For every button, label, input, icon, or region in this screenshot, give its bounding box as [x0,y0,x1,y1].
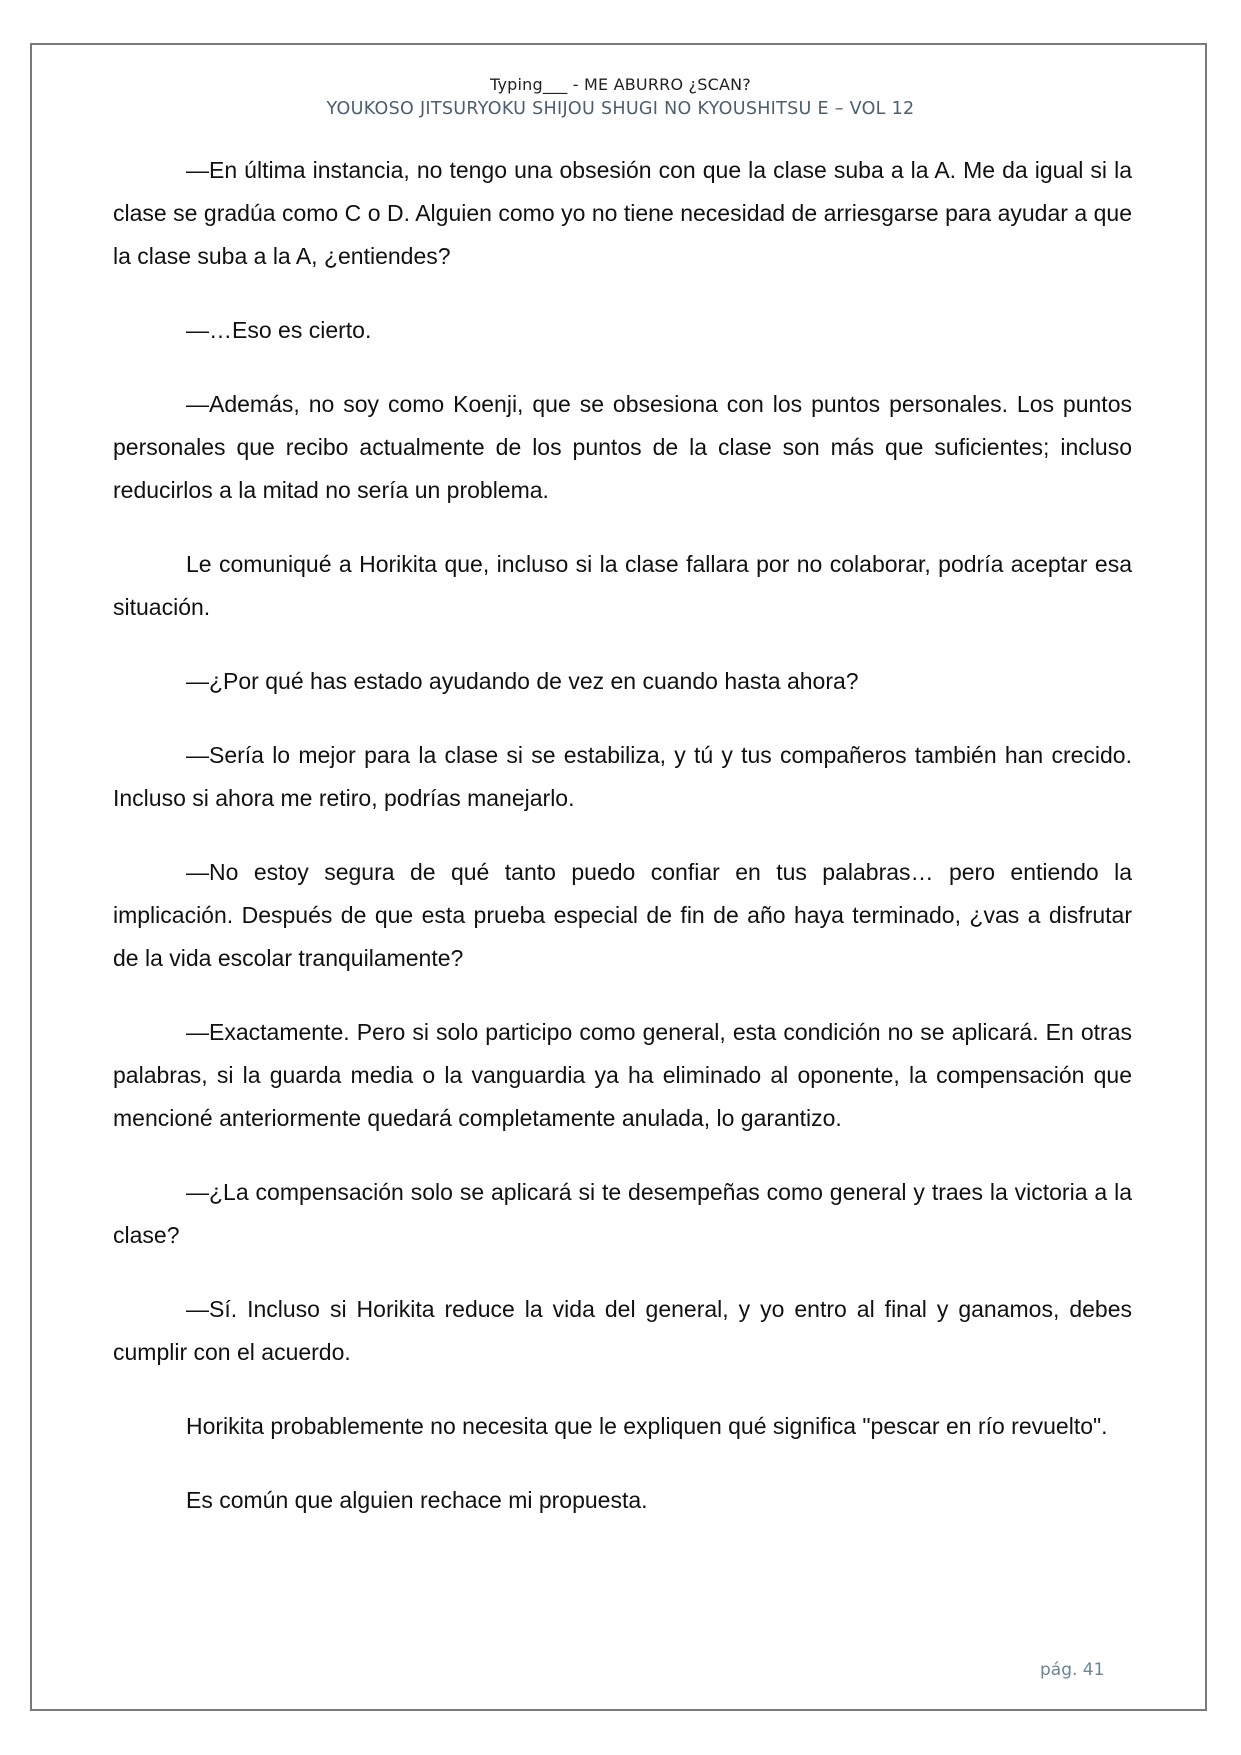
paragraph-12: Es común que alguien rechace mi propuesta. [186,1487,648,1513]
paragraph-1: —En última instancia, no tengo una obsesión con que la clase suba a la A. Me da igual si la clase se gradúa como C o D. Alguien como yo no tiene necesidad de arriesgarse para ayudar a que la clase suba a la A, ¿entiendes? [113,157,1132,269]
page-number: pág. 41 [1040,1660,1105,1680]
paragraph-11: Horikita probablemente no necesita que le expliquen qué significa "pescar en río revuelto". [186,1413,1108,1439]
paragraph-3: —Además, no soy como Koenji, que se obsesiona con los puntos personales. Los puntos personales que recibo actualmente de los puntos de la clase son más que suficientes; incluso reducirlos a la mitad no sería un problema. [113,391,1132,503]
paragraph-2: —…Eso es cierto. [186,317,372,343]
paragraph-5: —¿Por qué has estado ayudando de vez en cuando hasta ahora? [186,668,859,694]
body-text [113,149,1132,1553]
paragraph-9: —¿La compensación solo se aplicará si te desempeñas como general y traes la victoria a la clase? [113,1179,1132,1248]
page-header [0,74,1241,122]
paragraph-6: —Sería lo mejor para la clase si se estabiliza, y tú y tus compañeros también han crecido. Incluso si ahora me retiro, podrías manejarlo. [113,742,1132,811]
paragraph-4: Le comuniqué a Horikita que, incluso si la clase fallara por no colaborar, podría aceptar esa situación. [113,551,1132,620]
paragraph-7: —No estoy segura de qué tanto puedo confiar en tus palabras… pero entiendo la implicación. Después de que esta prueba especial de fin de año haya terminado, ¿vas a disfrutar de la vida escolar tranquilamente? [113,859,1132,971]
paragraph-10: —Sí. Incluso si Horikita reduce la vida del general, y yo entro al final y ganamos, debes cumplir con el acuerdo. [113,1296,1132,1365]
paragraph-8: —Exactamente. Pero si solo participo como general, esta condición no se aplicará. En otras palabras, si la guarda media o la vanguardia ya ha eliminado al oponente, la compensación que mencioné anteriormente quedará completamente anulada, lo garantizo. [113,1019,1132,1131]
header-title: Typing___ - ME ABURRO ¿SCAN? [490,75,751,94]
header-subtitle: YOUKOSO JITSURYOKU SHIJOU SHUGI NO KYOUSHITSU E – VOL 12 [326,99,915,119]
